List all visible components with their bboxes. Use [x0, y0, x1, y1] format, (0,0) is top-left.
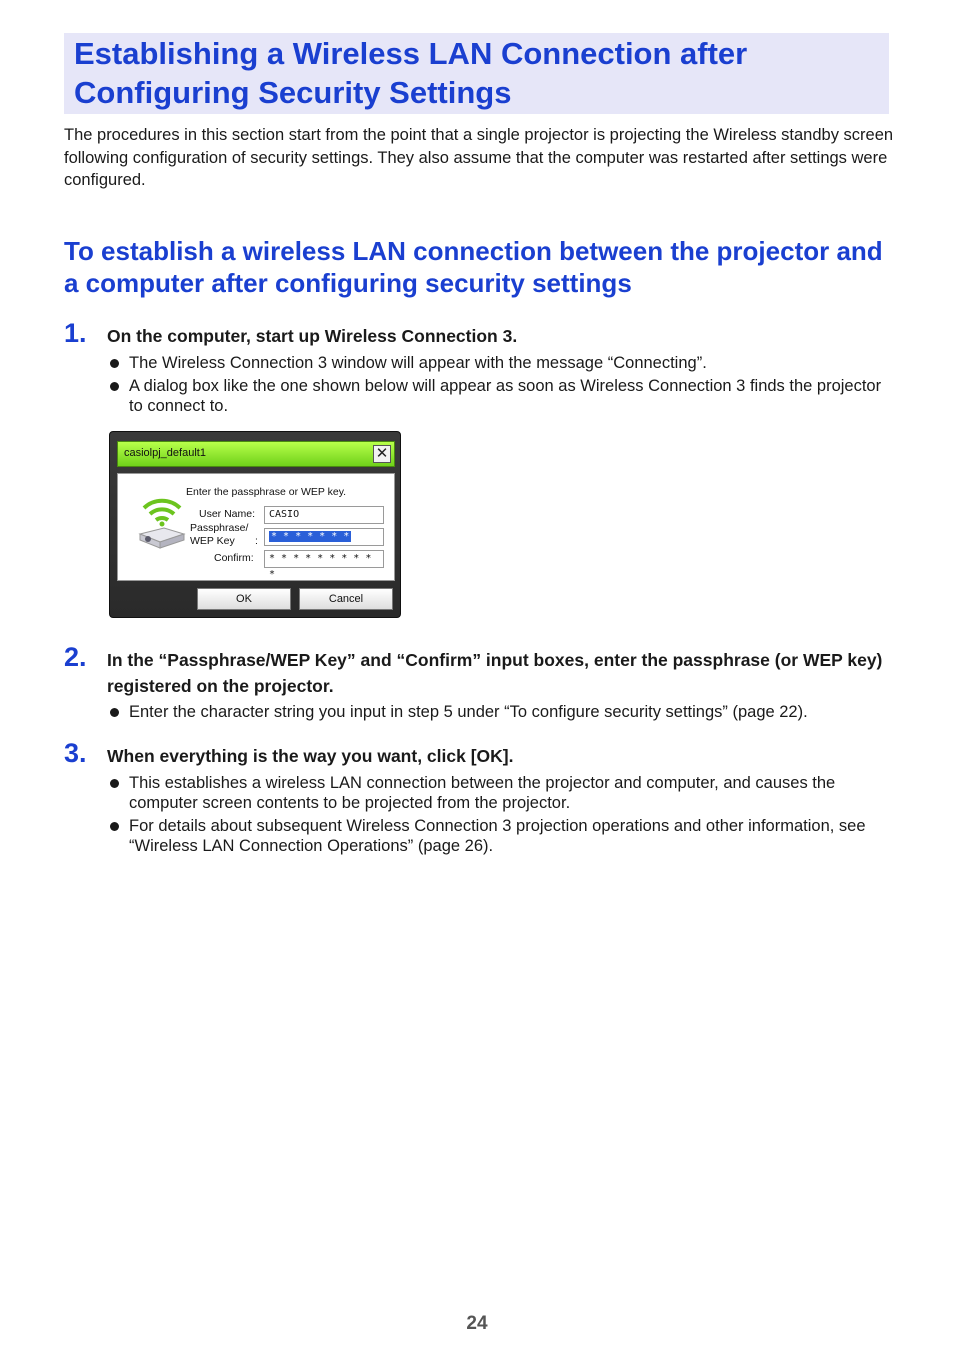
- step-3-bullet-1: This establishes a wireless LAN connection between the projector and computer, and causes the computer screen contents to be projected from the projector.: [108, 773, 893, 813]
- step-1-bullet-2: A dialog box like the one shown below will appear as soon as Wireless Connection 3 finds the projector to connect to.: [108, 376, 893, 416]
- step-2-text: In the “Passphrase/WEP Key” and “Confirm” input boxes, enter the passphrase (or WEP key) registered on the projector.: [107, 650, 883, 696]
- procedure-heading: To establish a wireless LAN connection between the projector and a computer after configuring security settings: [64, 236, 883, 298]
- confirm-label: Confirm:: [214, 552, 254, 564]
- user-name-label: User Name:: [199, 508, 256, 520]
- page-number: 24: [466, 1313, 488, 1334]
- passphrase-label-line1: Passphrase/: [190, 522, 249, 534]
- dialog-prompt: Enter the passphrase or WEP key.: [186, 486, 347, 498]
- step-1-number: 1.: [64, 318, 87, 348]
- bullet-icon: [110, 779, 119, 788]
- bullet-icon: [110, 359, 119, 368]
- step-3-text: When everything is the way you want, click [OK].: [107, 746, 514, 766]
- passphrase-input[interactable]: [264, 528, 384, 546]
- step-3-number: 3.: [64, 738, 87, 768]
- passphrase-selection: * * * * * * *: [271, 531, 350, 542]
- close-icon[interactable]: ✕: [373, 445, 391, 463]
- bullet-icon: [110, 382, 119, 391]
- ok-button[interactable]: OK: [197, 588, 291, 610]
- intro-paragraph: The procedures in this section start from the point that a single projector is projecting the Wireless standby screen following configuration of security settings. They also assume that the computer was restarted after settings were configured.: [64, 126, 894, 189]
- passphrase-dialog: [109, 431, 401, 618]
- passphrase-label-line2: WEP Key: [190, 535, 235, 547]
- step-1-bullet-1: The Wireless Connection 3 window will appear with the message “Connecting”.: [108, 353, 893, 373]
- title-banner: [64, 33, 889, 114]
- user-name-input[interactable]: CASIO: [264, 506, 384, 524]
- dialog-title: casiolpj_default1: [124, 447, 206, 459]
- step-2-bullet-1: Enter the character string you input in step 5 under “To configure security settings” (page 22).: [108, 702, 893, 722]
- step-3-bullet-2: For details about subsequent Wireless Connection 3 projection operations and other information, see “Wireless LAN Connection Operations” (page 26).: [108, 816, 893, 856]
- page-title: Establishing a Wireless LAN Connection after Configuring Security Settings: [74, 36, 748, 110]
- step-1-text: On the computer, start up Wireless Connection 3.: [107, 326, 518, 346]
- cancel-button[interactable]: Cancel: [299, 588, 393, 610]
- dialog-titlebar: [117, 441, 395, 467]
- bullet-icon: [110, 822, 119, 831]
- dialog-body: [117, 473, 395, 581]
- bullet-icon: [110, 708, 119, 717]
- step-2-number: 2.: [64, 642, 87, 672]
- wireless-projector-icon: [134, 486, 190, 550]
- passphrase-label-colon: :: [255, 535, 258, 547]
- confirm-input[interactable]: * * * * * * * * * *: [264, 550, 384, 568]
